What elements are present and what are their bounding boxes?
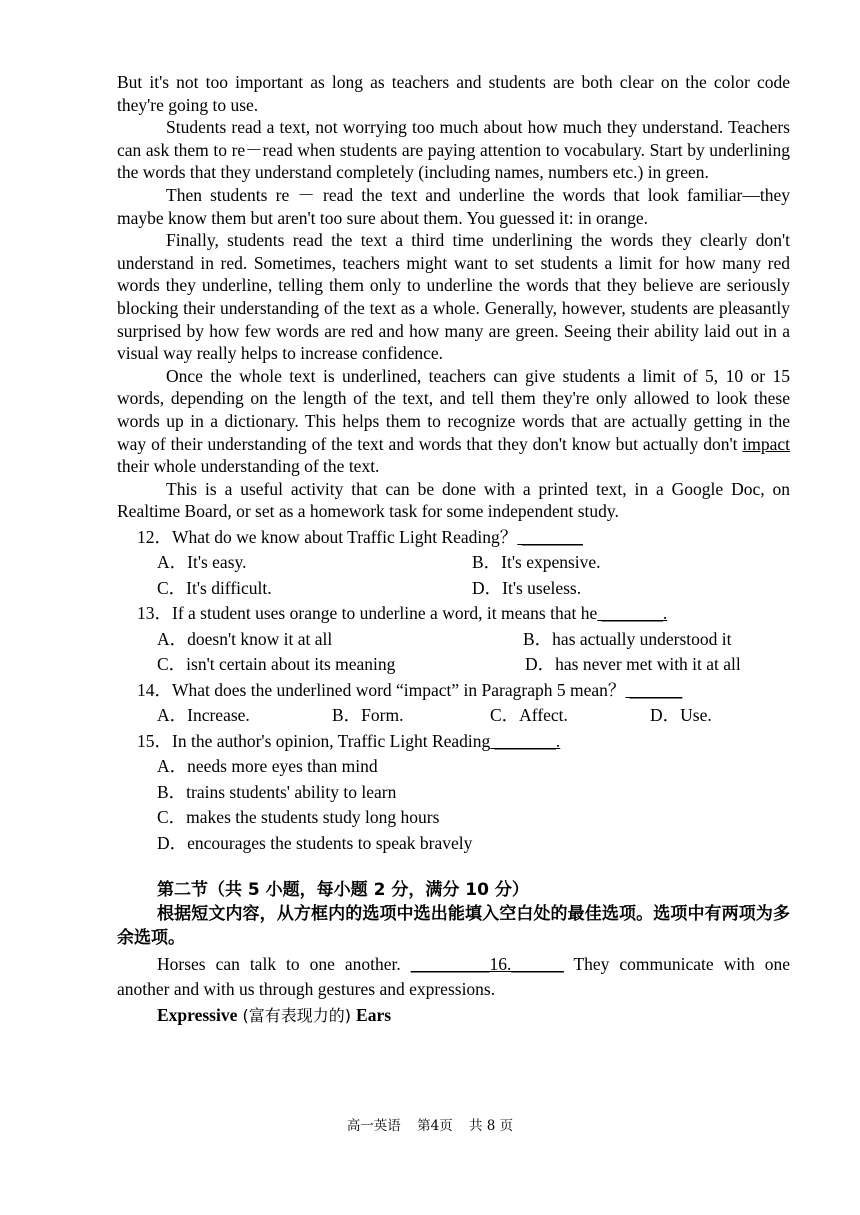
underlined-word: impact <box>742 433 790 454</box>
option: D．has never met with it at all <box>525 654 741 675</box>
option: A．needs more eyes than mind <box>157 756 378 777</box>
option-row <box>117 754 790 780</box>
option: C．Affect. <box>490 705 568 726</box>
option-row <box>117 703 790 729</box>
subheading: Expressive (富有表现力的) Ears <box>157 1005 392 1026</box>
option-row <box>117 831 790 857</box>
question-stem: 14．What does the underlined word “impact” in Paragraph 5 mean？ ______ <box>137 679 683 700</box>
passage-paragraph: This is a useful activity that can be done with a printed text, in a Google Doc, on Realtime Board, or set as a homework task for some independent study. <box>117 478 790 522</box>
option-row <box>117 780 790 806</box>
option: C．isn't certain about its meaning <box>157 654 396 675</box>
option: C．makes the students study long hours <box>157 807 440 828</box>
passage-paragraph: Then students re － read the text and underline the words that look familiar—they maybe know them but aren't too sure about them. You guessed it: in orange. <box>117 184 790 228</box>
option: D．encourages the students to speak bravely <box>157 832 473 853</box>
option: D．It's useless. <box>472 577 582 598</box>
option-row <box>117 550 790 576</box>
option: B．trains students' ability to learn <box>157 781 397 802</box>
option: A．It's easy. <box>157 552 247 573</box>
footer-page: 第4页 <box>417 1118 453 1134</box>
answer-blank: _______. <box>490 730 561 751</box>
passage-text: their whole understanding of the text. <box>117 456 380 477</box>
option-row <box>117 652 790 678</box>
passage-paragraph: Students read a text, not worrying too much about how much they understand. Teachers can ask them to re－read when students are paying attention to vocabulary. Start by underlining the words that they understand completely (including names, numbers etc.) in green. <box>117 117 790 183</box>
option: B．has actually understood it <box>523 628 732 649</box>
section-instruction: 根据短文内容，从方框内的选项中选出能填入空白处的最佳选项。选项中有两项为多余选项。 <box>117 904 790 949</box>
passage-paragraph: But it's not too important as long as teachers and students are both clear on the color code they're going to use. <box>117 72 790 115</box>
option-row <box>117 627 790 653</box>
option: A．doesn't know it at all <box>157 628 333 649</box>
page-footer <box>0 1114 860 1134</box>
answer-blank: _______. <box>597 603 668 624</box>
answer-blank-16: _________16.______ <box>410 954 564 975</box>
passage-paragraph <box>117 365 790 478</box>
question-stem: 13．If a student uses orange to underline a word, it means that he _______. <box>137 603 668 624</box>
option: B．Form. <box>332 705 404 726</box>
option-row <box>117 805 790 831</box>
passage-paragraph: Horses can talk to one another. _________16.______ They communicate with one another and with us through gestures and expressions. <box>117 954 790 1000</box>
exam-page <box>117 71 790 1029</box>
passage-text: Once the whole text is underlined, teachers can give students a limit of 5, 10 or 15 words, depending on the length of the text, and tell them they're only allowed to look these words up in a dictionary. This helps them to recognize words that are actually getting in the way of their understanding of the text and words that they don't know but actually don't <box>117 365 790 454</box>
footer-subject: 高一英语 <box>346 1118 401 1134</box>
option: A．Increase. <box>157 705 250 726</box>
question-stem: 12．What do we know about Traffic Light Reading？ _______ <box>137 526 583 547</box>
option: B．It's expensive. <box>472 552 601 573</box>
option: C．It's difficult. <box>157 577 272 598</box>
option-row <box>117 576 790 602</box>
passage-paragraph: Finally, students read the text a third time underlining the words they clearly don't understand in red. Sometimes, teachers might want to set students a limit for how many red words they underline, telling them only to underline the words that they believe are seriously blocking their understanding of the text as a whole. Generally, however, students are pleasantly surprised by how few words are red and how many are green. Seeing their ability laid out in a visual way really helps to increase confidence. <box>117 230 790 364</box>
answer-blank: ______ <box>625 679 683 700</box>
question-stem: 15．In the author's opinion, Traffic Light Reading _______. <box>137 730 561 751</box>
section-heading: 第二节（共 5 小题，每小题 2 分，满分 10 分） <box>157 880 529 901</box>
footer-total: 共 8 页 <box>469 1118 514 1134</box>
option: D．Use. <box>650 705 712 726</box>
answer-blank: _______ <box>517 526 583 547</box>
